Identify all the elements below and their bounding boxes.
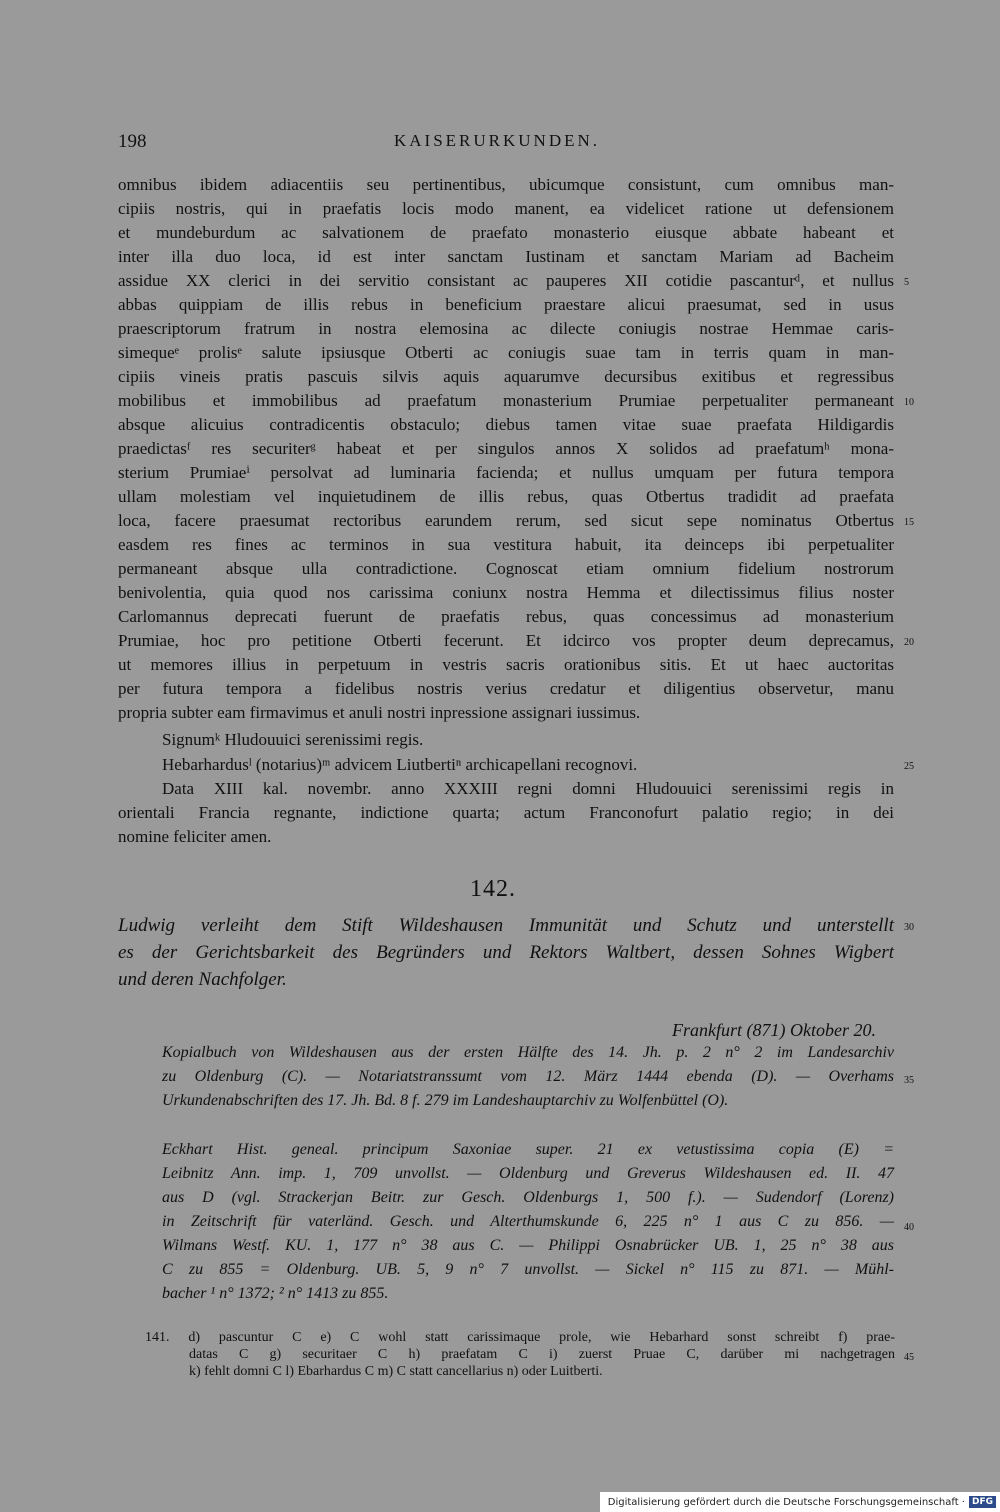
document-number: 142. xyxy=(470,876,516,902)
margin-line-number: 20 xyxy=(904,637,914,648)
editions-line: Leibnitz Ann. imp. 1, 709 unvollst. — Oldenburg und Greverus Wildeshausen ed. II. 47 xyxy=(162,1165,894,1182)
editions-line: C zu 855 = Oldenburg. UB. 5, 9 n° 7 unvollst. — Sickel n° 115 zu 871. — Mühl- xyxy=(162,1261,894,1278)
editions-line: Eckhart Hist. geneal. principum Saxoniae super. 21 ex vetustissima copia (E) = xyxy=(162,1141,894,1158)
footnote-line: 141. d) pascuntur C e) C wohl statt carissimaque prole, wie Hebarhard sonst schreibt f) prae- xyxy=(145,1330,895,1345)
footnote-line: datas C g) securitaer C h) praefatam C i) zuerst Pruae C, darüber mi nachgetragen xyxy=(189,1347,895,1362)
page-number: 198 xyxy=(118,131,147,152)
editions-line: aus D (vgl. Strackerjan Beitr. zur Gesch. Oldenburgs 1, 500 f.). — Sudendorf (Lorenz) xyxy=(162,1189,894,1206)
body-line: assidue XX clerici in dei servitio consistant ac pauperes XII cotidie pascanturᵈ, et nullus xyxy=(118,271,894,290)
body-line: cipiis nostris, qui in praefatis locis modo manent, ea videlicet ratione ut defensionem xyxy=(118,199,894,218)
body-line: Prumiae, hoc pro petitione Otberti fecerunt. Et idcirco vos propter deum deprecamus, xyxy=(118,631,894,650)
margin-line-number: 35 xyxy=(904,1075,914,1086)
body-line: omnibus ibidem adiacentiis seu pertinentibus, ubicumque consistunt, cum omnibus man- xyxy=(118,175,894,194)
sources-line: Urkundenabschriften des 17. Jh. Bd. 8 f. 279 im Landeshauptarchiv zu Wolfenbüttel (O). xyxy=(162,1092,729,1109)
body-line: loca, facere praesumat rectoribus earundem rerum, sed sicut sepe nominatus Otbertus xyxy=(118,511,894,530)
body-line: absque alicuius contradicentis obstaculo; diebus tamen vitae suae praefata Hildigardis xyxy=(118,415,894,434)
sources-line: Kopialbuch von Wildeshausen aus der ersten Hälfte des 14. Jh. p. 2 n° 2 im Landesarchiv xyxy=(162,1044,894,1061)
body-line: permaneant absque ulla contradictione. Cognoscat etiam omnium fidelium nostrorum xyxy=(118,559,894,578)
digitization-footer xyxy=(600,1492,1000,1512)
margin-line-number: 45 xyxy=(904,1352,914,1363)
margin-line-number: 25 xyxy=(904,761,914,772)
dating-line: nomine feliciter amen. xyxy=(118,827,272,846)
margin-line-number: 15 xyxy=(904,517,914,528)
footnote-line: k) fehlt domni C l) Ebarhardus C m) C statt cancellarius n) oder Luitberti. xyxy=(189,1364,603,1379)
body-line: mobilibus et immobilibus ad praefatum monasterium Prumiae perpetualiter permaneant xyxy=(118,391,894,410)
body-line: easdem res fines ac terminos in sua vestitura habuit, ita deinceps ibi perpetualiter xyxy=(118,535,894,554)
body-line: inter illa duo loca, id est inter sanctam Iustinam et sanctam Mariam ad Bacheim xyxy=(118,247,894,266)
editions-line: Wilmans Westf. KU. 1, 177 n° 38 aus C. — Philippi Osnabrücker UB. 1, 25 n° 38 aus xyxy=(162,1237,894,1254)
body-line: abbas quippiam de illis rebus in beneficium praestare alicui praesumat, sed in usus xyxy=(118,295,894,314)
editions-line: bacher ¹ n° 1372; ² n° 1413 zu 855. xyxy=(162,1285,389,1302)
body-line: Carlomannus deprecati fuerunt de praefatis rebus, quas concessimus ad monasterium xyxy=(118,607,894,626)
body-line: praescriptorum fratrum in nostra elemosina ac dilecte coniugis nostrae Hemmae caris- xyxy=(118,319,894,338)
regest-line: Ludwig verleiht dem Stift Wildeshausen Immunität und Schutz und unterstellt xyxy=(118,915,894,936)
footer-text: Digitalisierung gefördert durch die Deutsche Forschungsgemeinschaft · xyxy=(607,1496,965,1508)
body-line: ullam molestiam vel inquietudinem de illis rebus, quas Otbertus tradidit ad praefata xyxy=(118,487,894,506)
body-line: benivolentia, quia quod nos carissima coniunx nostra Hemma et dilectissimus filius noster xyxy=(118,583,894,602)
margin-line-number: 5 xyxy=(904,277,909,288)
body-line: simequeᵉ prolisᵉ salute ipsiusque Otberti ac coniugis suae tam in terris quam in man- xyxy=(118,343,894,362)
margin-line-number: 40 xyxy=(904,1222,914,1233)
running-title: KAISERURKUNDEN. xyxy=(394,131,601,150)
recognition-line: Hebarhardusˡ (notarius)ᵐ advicem Liutbertiⁿ archicapellani recognovi. xyxy=(162,755,638,774)
margin-line-number: 10 xyxy=(904,397,914,408)
body-line: propria subter eam firmavimus et anuli nostri inpressione assignari iussimus. xyxy=(118,703,641,722)
margin-line-number: 30 xyxy=(904,922,914,933)
signum-line: Signumᵏ Hludouuici serenissimi regis. xyxy=(162,730,424,749)
dating-line: Data XIII kal. novembr. anno XXXIII regni domni Hludouuici serenissimi regis in xyxy=(162,779,894,798)
body-line: et mundeburdum ac salvationem de praefato monasterio eiusque abbate habeant et xyxy=(118,223,894,242)
body-line: praedictasᶠ res securiterᵍ habeat et per singulos annos X solidos ad praefatumʰ mona- xyxy=(118,439,894,458)
running-head xyxy=(118,131,898,155)
date-place-line: Frankfurt (871) Oktober 20. xyxy=(672,1020,876,1040)
dfg-logo-icon: DFG xyxy=(969,1496,996,1508)
body-line: cipiis vineis pratis pascuis silvis aquis aquarumve decursibus exitibus et regressibus xyxy=(118,367,894,386)
sources-line: zu Oldenburg (C). — Notariatstranssumt vom 12. März 1444 ebenda (D). — Overhams xyxy=(162,1068,894,1085)
regest-line: und deren Nachfolger. xyxy=(118,969,287,990)
editions-line: in Zeitschrift für vaterländ. Gesch. und Alterthumskunde 6, 225 n° 1 aus C zu 856. — xyxy=(162,1213,894,1230)
body-line: per futura tempora a fidelibus nostris verius credatur et diligentius observetur, manu xyxy=(118,679,894,698)
body-line: ut memores illius in perpetuum in vestris sacris orationibus sitis. Et ut haec auctoritas xyxy=(118,655,894,674)
body-line: sterium Prumiaeⁱ persolvat ad luminaria facienda; et nullus umquam per futura tempora xyxy=(118,463,894,482)
dating-line: orientali Francia regnante, indictione quarta; actum Franconofurt palatio regio; in dei xyxy=(118,803,894,822)
regest-line: es der Gerichtsbarkeit des Begründers und Rektors Waltbert, dessen Sohnes Wigbert xyxy=(118,942,894,963)
